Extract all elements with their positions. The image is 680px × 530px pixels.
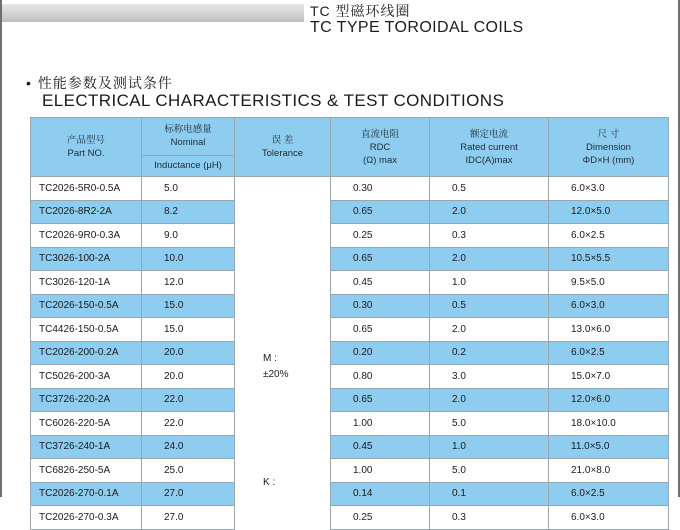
bullet-icon: • bbox=[26, 75, 32, 91]
table-row bbox=[31, 435, 669, 459]
inductance-cell: 24.0 bbox=[142, 435, 235, 459]
table-row bbox=[31, 294, 669, 318]
rdc-cell: 1.00 bbox=[331, 459, 430, 483]
inductance-cell: 9.0 bbox=[142, 224, 235, 248]
part-number-cell: TC2026-5R0-0.5A bbox=[31, 177, 142, 201]
dimension-cell: 6.0×2.5 bbox=[549, 341, 669, 365]
inductance-cell: 8.2 bbox=[142, 200, 235, 224]
dimension-cell: 12.0×6.0 bbox=[549, 388, 669, 412]
tolerance-k-label: K : bbox=[263, 477, 276, 488]
inductance-cell: 27.0 bbox=[142, 482, 235, 506]
rdc-cell: 0.65 bbox=[331, 388, 430, 412]
rdc-cell: 0.65 bbox=[331, 247, 430, 271]
rated-current-cell: 0.3 bbox=[430, 224, 549, 248]
tolerance-cell bbox=[235, 177, 331, 530]
rdc-cell: 0.30 bbox=[331, 177, 430, 201]
part-number-cell: TC3026-120-1A bbox=[31, 271, 142, 295]
table-row bbox=[31, 271, 669, 295]
dimension-cell: 10.5×5.5 bbox=[549, 247, 669, 271]
rdc-cell: 0.30 bbox=[331, 294, 430, 318]
document-title-cn: TC 型磁环线圈 bbox=[310, 3, 411, 19]
part-number-cell: TC6026-220-5A bbox=[31, 412, 142, 436]
rdc-cell: 0.80 bbox=[331, 365, 430, 389]
part-number-cell: TC2026-270-0.1A bbox=[31, 482, 142, 506]
table-row bbox=[31, 318, 669, 342]
inductance-cell: 12.0 bbox=[142, 271, 235, 295]
rated-current-cell: 0.3 bbox=[430, 506, 549, 530]
rdc-cell: 0.65 bbox=[331, 200, 430, 224]
title-bar-decoration bbox=[2, 4, 304, 22]
tolerance-m-label: M : bbox=[263, 353, 277, 364]
rdc-cell: 0.25 bbox=[331, 506, 430, 530]
inductance-cell: 27.0 bbox=[142, 506, 235, 530]
document-title-en: TC TYPE TOROIDAL COILS bbox=[310, 19, 524, 36]
dimension-cell: 11.0×5.0 bbox=[549, 435, 669, 459]
rdc-cell: 0.25 bbox=[331, 224, 430, 248]
inductance-cell: 25.0 bbox=[142, 459, 235, 483]
page-frame-left bbox=[0, 0, 2, 497]
header-rdc: 直流电阻 RDC (Ω) max bbox=[331, 118, 430, 177]
part-number-cell: TC3026-100-2A bbox=[31, 247, 142, 271]
part-number-cell: TC2026-200-0.2A bbox=[31, 341, 142, 365]
inductance-cell: 22.0 bbox=[142, 388, 235, 412]
header-tolerance: 误 差 Tolerance bbox=[235, 118, 331, 177]
table-header-row bbox=[31, 118, 669, 177]
dimension-cell: 21.0×8.0 bbox=[549, 459, 669, 483]
tolerance-m bbox=[263, 351, 289, 383]
part-number-cell: TC5026-200-3A bbox=[31, 365, 142, 389]
table-row bbox=[31, 482, 669, 506]
tolerance-m-value: ±20% bbox=[263, 369, 289, 380]
dimension-cell: 6.0×3.0 bbox=[549, 506, 669, 530]
table-row bbox=[31, 200, 669, 224]
rated-current-cell: 1.0 bbox=[430, 271, 549, 295]
section-title-cn: 性能参数及测试条件 bbox=[37, 75, 173, 91]
rdc-cell: 0.20 bbox=[331, 341, 430, 365]
rated-current-cell: 0.5 bbox=[430, 177, 549, 201]
table-row bbox=[31, 412, 669, 436]
inductance-cell: 10.0 bbox=[142, 247, 235, 271]
dimension-cell: 6.0×2.5 bbox=[549, 224, 669, 248]
rated-current-cell: 2.0 bbox=[430, 388, 549, 412]
table-row bbox=[31, 506, 669, 530]
inductance-cell: 20.0 bbox=[142, 365, 235, 389]
rated-current-cell: 3.0 bbox=[430, 365, 549, 389]
part-number-cell: TC3726-240-1A bbox=[31, 435, 142, 459]
rated-current-cell: 2.0 bbox=[430, 247, 549, 271]
dimension-cell: 6.0×3.0 bbox=[549, 294, 669, 318]
dimension-cell: 13.0×6.0 bbox=[549, 318, 669, 342]
rated-current-cell: 0.1 bbox=[430, 482, 549, 506]
header-part-no: 产品型号 Part NO. bbox=[31, 118, 142, 177]
inductance-cell: 15.0 bbox=[142, 294, 235, 318]
header-nominal-inductance: 标称电感量 Nominal Inductance (μH) bbox=[142, 118, 235, 177]
dimension-cell: 18.0×10.0 bbox=[549, 412, 669, 436]
section-title-en: ELECTRICAL CHARACTERISTICS & TEST CONDITIONS bbox=[42, 91, 505, 110]
table-row bbox=[31, 365, 669, 389]
rated-current-cell: 0.5 bbox=[430, 294, 549, 318]
rated-current-cell: 2.0 bbox=[430, 200, 549, 224]
table-row bbox=[31, 388, 669, 412]
part-number-cell: TC2026-270-0.3A bbox=[31, 506, 142, 530]
dimension-cell: 6.0×3.0 bbox=[549, 177, 669, 201]
rated-current-cell: 0.2 bbox=[430, 341, 549, 365]
rdc-cell: 1.00 bbox=[331, 412, 430, 436]
table-row bbox=[31, 177, 669, 201]
dimension-cell: 9.5×5.0 bbox=[549, 271, 669, 295]
electrical-characteristics-table bbox=[30, 117, 669, 530]
dimension-cell: 12.0×5.0 bbox=[549, 200, 669, 224]
rdc-cell: 0.65 bbox=[331, 318, 430, 342]
part-number-cell: TC2026-8R2-2A bbox=[31, 200, 142, 224]
table-row bbox=[31, 224, 669, 248]
rated-current-cell: 1.0 bbox=[430, 435, 549, 459]
rdc-cell: 0.45 bbox=[331, 271, 430, 295]
rated-current-cell: 2.0 bbox=[430, 318, 549, 342]
inductance-cell: 15.0 bbox=[142, 318, 235, 342]
rated-current-cell: 5.0 bbox=[430, 412, 549, 436]
inductance-cell: 5.0 bbox=[142, 177, 235, 201]
table-row bbox=[31, 459, 669, 483]
part-number-cell: TC4426-150-0.5A bbox=[31, 318, 142, 342]
rdc-cell: 0.14 bbox=[331, 482, 430, 506]
rdc-cell: 0.45 bbox=[331, 435, 430, 459]
part-number-cell: TC2026-9R0-0.3A bbox=[31, 224, 142, 248]
rated-current-cell: 5.0 bbox=[430, 459, 549, 483]
table-row bbox=[31, 341, 669, 365]
dimension-cell: 6.0×2.5 bbox=[549, 482, 669, 506]
part-number-cell: TC2026-150-0.5A bbox=[31, 294, 142, 318]
table-row bbox=[31, 247, 669, 271]
part-number-cell: TC6826-250-5A bbox=[31, 459, 142, 483]
part-number-cell: TC3726-220-2A bbox=[31, 388, 142, 412]
header-dimension: 尺 寸 Dimension ΦD×H (mm) bbox=[549, 118, 669, 177]
header-rated-current: 额定电流 Rated current IDC(A)max bbox=[430, 118, 549, 177]
section-heading-cn bbox=[26, 73, 173, 93]
inductance-cell: 22.0 bbox=[142, 412, 235, 436]
inductance-cell: 20.0 bbox=[142, 341, 235, 365]
dimension-cell: 15.0×7.0 bbox=[549, 365, 669, 389]
